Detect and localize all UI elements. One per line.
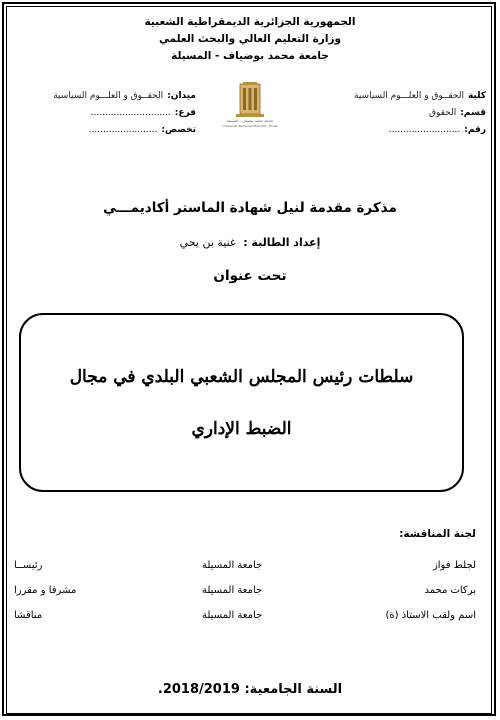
number-value: ......................... xyxy=(388,125,461,135)
republic-name: الجمهورية الجزائرية الديمقراطية الشعبية xyxy=(144,16,356,28)
faculty-info xyxy=(306,88,486,139)
faculty-label: كلية xyxy=(467,91,486,101)
spec-label: تخصص: xyxy=(161,125,196,135)
dept-row xyxy=(306,105,486,122)
logo-caption-fr: Université Mohamed Boudiaf - M'sila xyxy=(222,124,278,128)
dept-value: الحقوق xyxy=(429,108,457,118)
branch-row xyxy=(16,105,196,122)
thesis-degree-title: مذكرة مقدمة لنيل شهادة الماستر أكاديمـــي xyxy=(103,200,397,216)
member-role: مشرفا و مقررا xyxy=(14,585,77,596)
committee-heading: لجنة المناقشة: xyxy=(399,528,476,540)
member-university: جامعة المسيلة xyxy=(202,610,263,621)
member-role: رئيســا xyxy=(14,560,43,571)
spec-value: ........................ xyxy=(88,125,158,135)
logo-emblem xyxy=(236,82,264,117)
thesis-title-line1: سلطات رئيس المجلس الشعبي البلدي في مجال xyxy=(69,366,414,387)
number-label: رقم: xyxy=(464,125,486,135)
committee-row xyxy=(12,560,478,585)
committee-table xyxy=(12,560,478,635)
student-line xyxy=(0,236,500,249)
under-title-heading: تحت عنوان xyxy=(213,268,287,284)
university-logo xyxy=(222,80,278,130)
faculty-row xyxy=(306,88,486,105)
committee-row xyxy=(12,585,478,610)
thesis-title-line2: الضبط الإداري xyxy=(191,418,292,439)
branch-label: فرع: xyxy=(174,108,196,118)
member-name: بركات محمد xyxy=(424,585,476,596)
student-name: غنية بن يحي xyxy=(179,236,236,249)
committee-row xyxy=(12,610,478,635)
ministry-name: وزارة التعليم العالي والبحث العلمي xyxy=(158,33,342,45)
branch-value: ............................ xyxy=(90,108,171,118)
number-row xyxy=(306,122,486,139)
thesis-intro xyxy=(0,200,500,216)
field-info xyxy=(16,88,196,139)
thesis-title-box xyxy=(19,313,464,492)
member-name: اسم ولقب الاستاذ (ة) xyxy=(385,610,476,621)
academic-year: السنة الجامعية: 2018/2019. xyxy=(157,682,343,697)
member-university: جامعة المسيلة xyxy=(202,585,263,596)
member-university: جامعة المسيلة xyxy=(202,560,263,571)
member-name: لجلط فواز xyxy=(432,560,476,571)
member-role: مناقشا xyxy=(14,610,43,621)
spec-row xyxy=(16,122,196,139)
field-row xyxy=(16,88,196,105)
field-label: ميدان: xyxy=(167,91,196,101)
faculty-value: الحقــوق و العلـــوم السياسية xyxy=(354,91,464,101)
university-name: جامعة محمد بوضياف - المسيلة xyxy=(171,50,329,62)
header-block xyxy=(0,14,500,65)
logo-caption-ar: جامعة محمد بوضياف - المسيلة xyxy=(226,119,274,123)
dept-label: قسم: xyxy=(460,108,486,118)
field-value: الحقــوق و العلـــوم السياسية xyxy=(53,91,164,101)
student-label: إعداد الطالبة : xyxy=(243,236,321,249)
